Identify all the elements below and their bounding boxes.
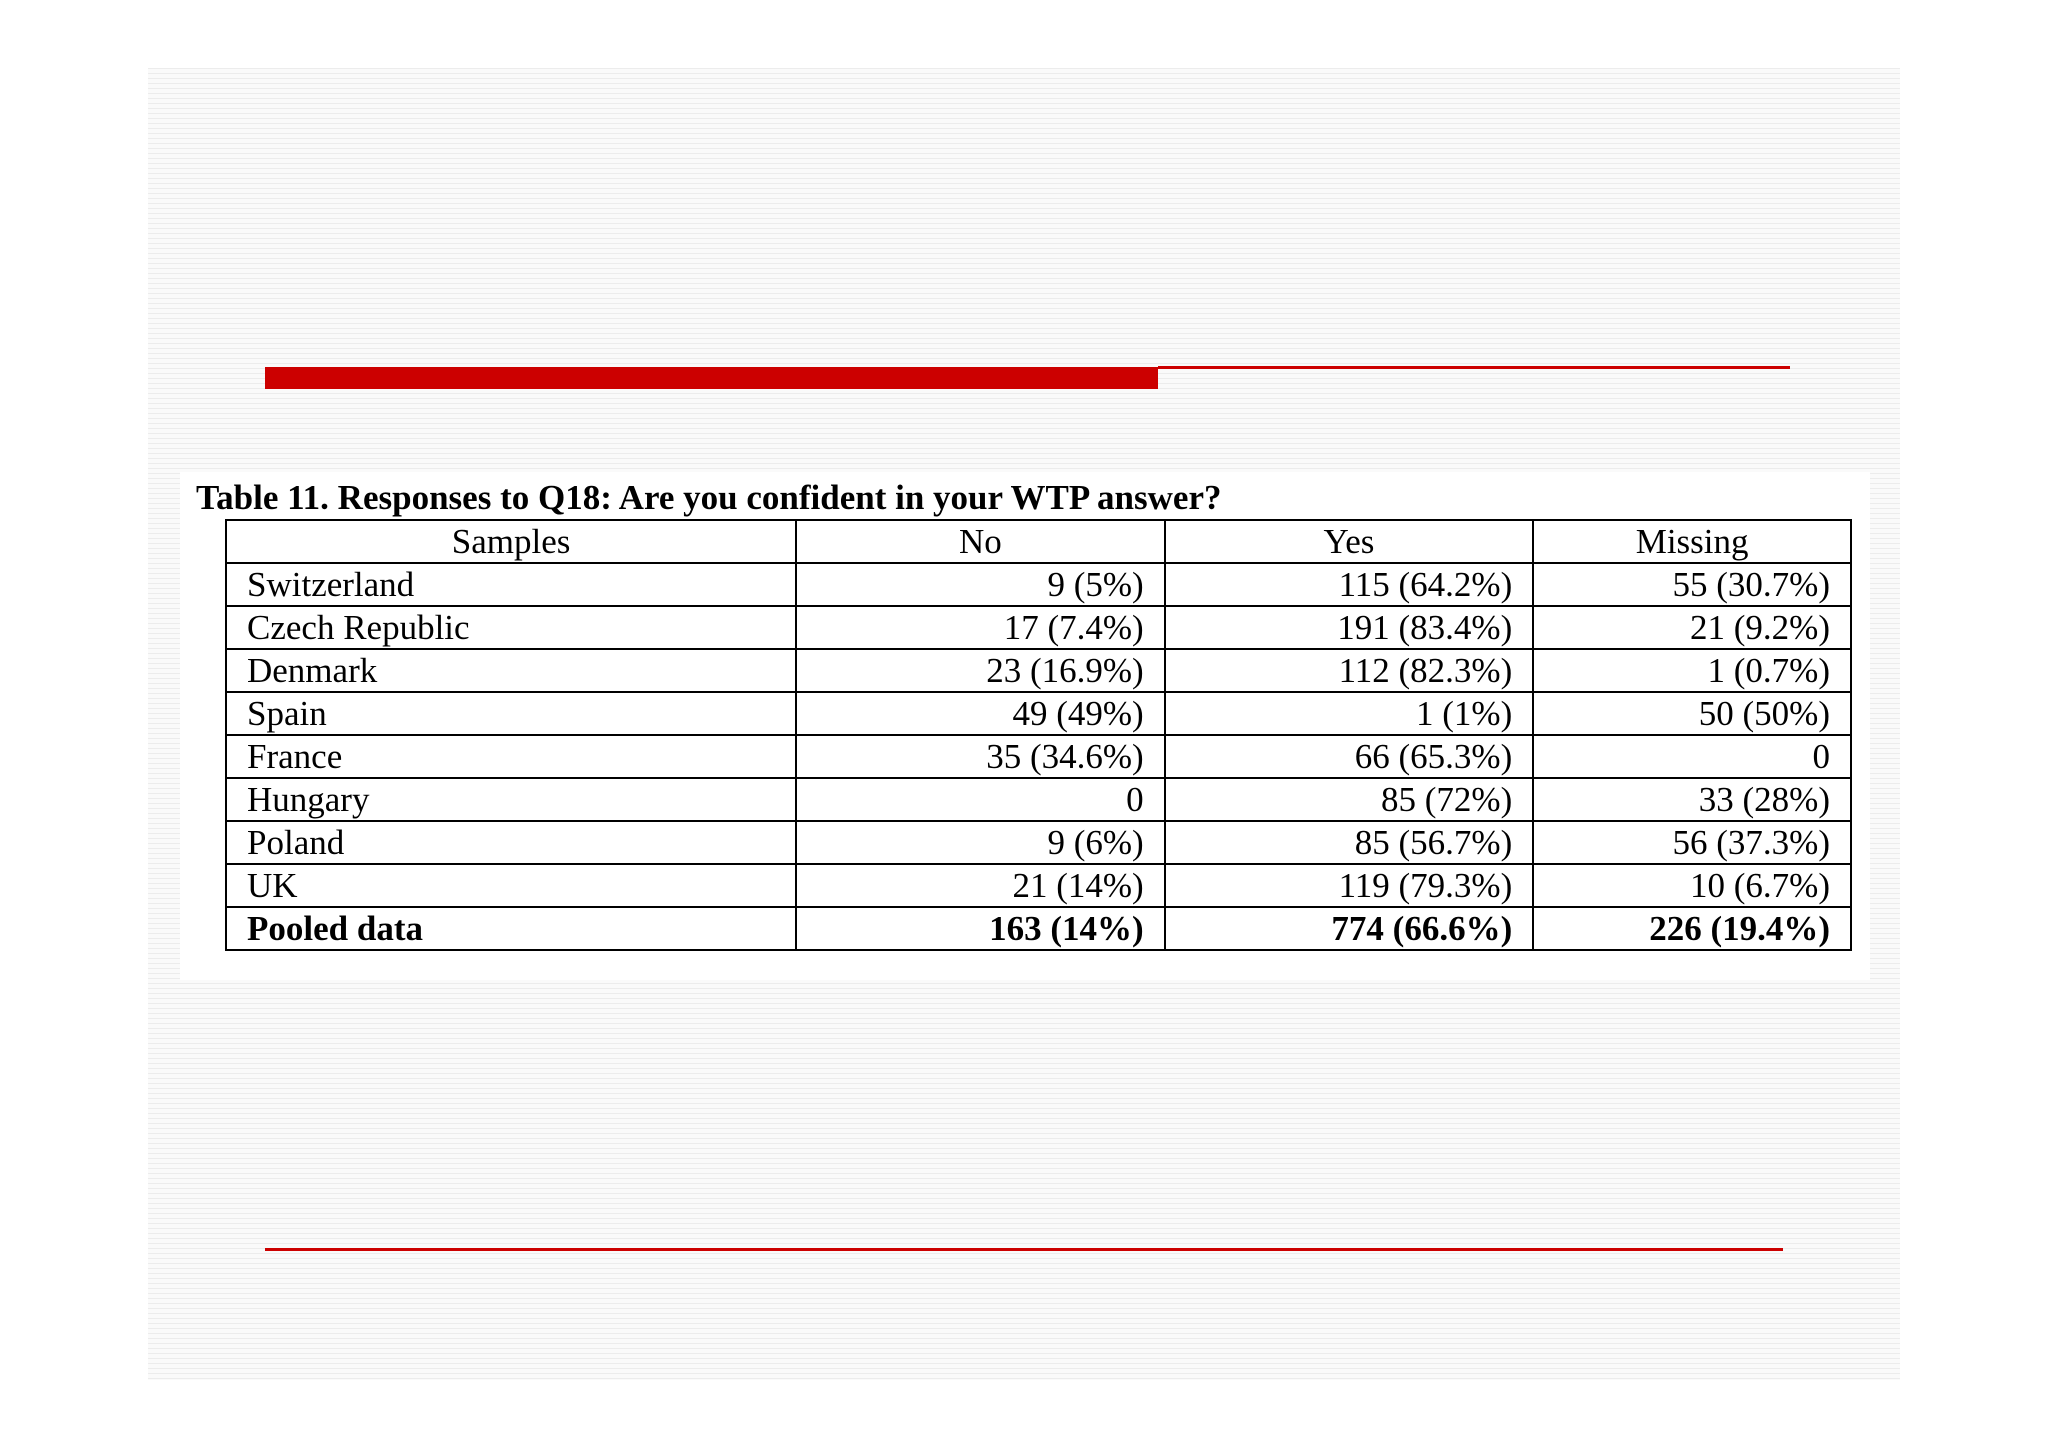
- table-row: [226, 864, 1851, 907]
- cell-sample: Czech Republic: [226, 606, 796, 649]
- cell-no: 17 (7.4%): [796, 606, 1165, 649]
- table-row: [226, 606, 1851, 649]
- cell-missing: 0: [1533, 735, 1851, 778]
- table-row: [226, 735, 1851, 778]
- cell-yes: 119 (79.3%): [1165, 864, 1534, 907]
- table-header-row: [226, 520, 1851, 563]
- cell-missing: 10 (6.7%): [1533, 864, 1851, 907]
- cell-no: 23 (16.9%): [796, 649, 1165, 692]
- cell-sample: Switzerland: [226, 563, 796, 606]
- cell-missing: 55 (30.7%): [1533, 563, 1851, 606]
- cell-yes: 1 (1%): [1165, 692, 1534, 735]
- table-row: [226, 692, 1851, 735]
- cell-yes: 191 (83.4%): [1165, 606, 1534, 649]
- title-accent-bar: [265, 367, 1158, 389]
- cell-missing: 21 (9.2%): [1533, 606, 1851, 649]
- title-accent-line: [1158, 366, 1790, 369]
- header-missing: Missing: [1533, 520, 1851, 563]
- cell-sample: France: [226, 735, 796, 778]
- cell-sample: Poland: [226, 821, 796, 864]
- cell-sample: Spain: [226, 692, 796, 735]
- header-samples: Samples: [226, 520, 796, 563]
- table-row: [226, 649, 1851, 692]
- cell-missing: 50 (50%): [1533, 692, 1851, 735]
- cell-sample: Denmark: [226, 649, 796, 692]
- table-row: [226, 821, 1851, 864]
- cell-missing: 56 (37.3%): [1533, 821, 1851, 864]
- cell-no: 9 (5%): [796, 563, 1165, 606]
- cell-no: 9 (6%): [796, 821, 1165, 864]
- table-row: [226, 778, 1851, 821]
- cell-no: 49 (49%): [796, 692, 1165, 735]
- cell-yes: 774 (66.6%): [1165, 907, 1534, 950]
- table-row: [226, 563, 1851, 606]
- footer-accent-line: [265, 1248, 1783, 1251]
- cell-missing: 226 (19.4%): [1533, 907, 1851, 950]
- cell-yes: 66 (65.3%): [1165, 735, 1534, 778]
- header-no: No: [796, 520, 1165, 563]
- cell-yes: 85 (72%): [1165, 778, 1534, 821]
- cell-sample: Pooled data: [226, 907, 796, 950]
- header-yes: Yes: [1165, 520, 1534, 563]
- cell-no: 0: [796, 778, 1165, 821]
- cell-sample: UK: [226, 864, 796, 907]
- cell-sample: Hungary: [226, 778, 796, 821]
- pooled-row: [226, 907, 1851, 950]
- cell-yes: 85 (56.7%): [1165, 821, 1534, 864]
- cell-yes: 115 (64.2%): [1165, 563, 1534, 606]
- cell-missing: 1 (0.7%): [1533, 649, 1851, 692]
- cell-missing: 33 (28%): [1533, 778, 1851, 821]
- cell-no: 21 (14%): [796, 864, 1165, 907]
- cell-yes: 112 (82.3%): [1165, 649, 1534, 692]
- cell-no: 35 (34.6%): [796, 735, 1165, 778]
- responses-table: [225, 519, 1852, 951]
- cell-no: 163 (14%): [796, 907, 1165, 950]
- table-caption: Table 11. Responses to Q18: Are you confident in your WTP answer?: [196, 478, 1222, 517]
